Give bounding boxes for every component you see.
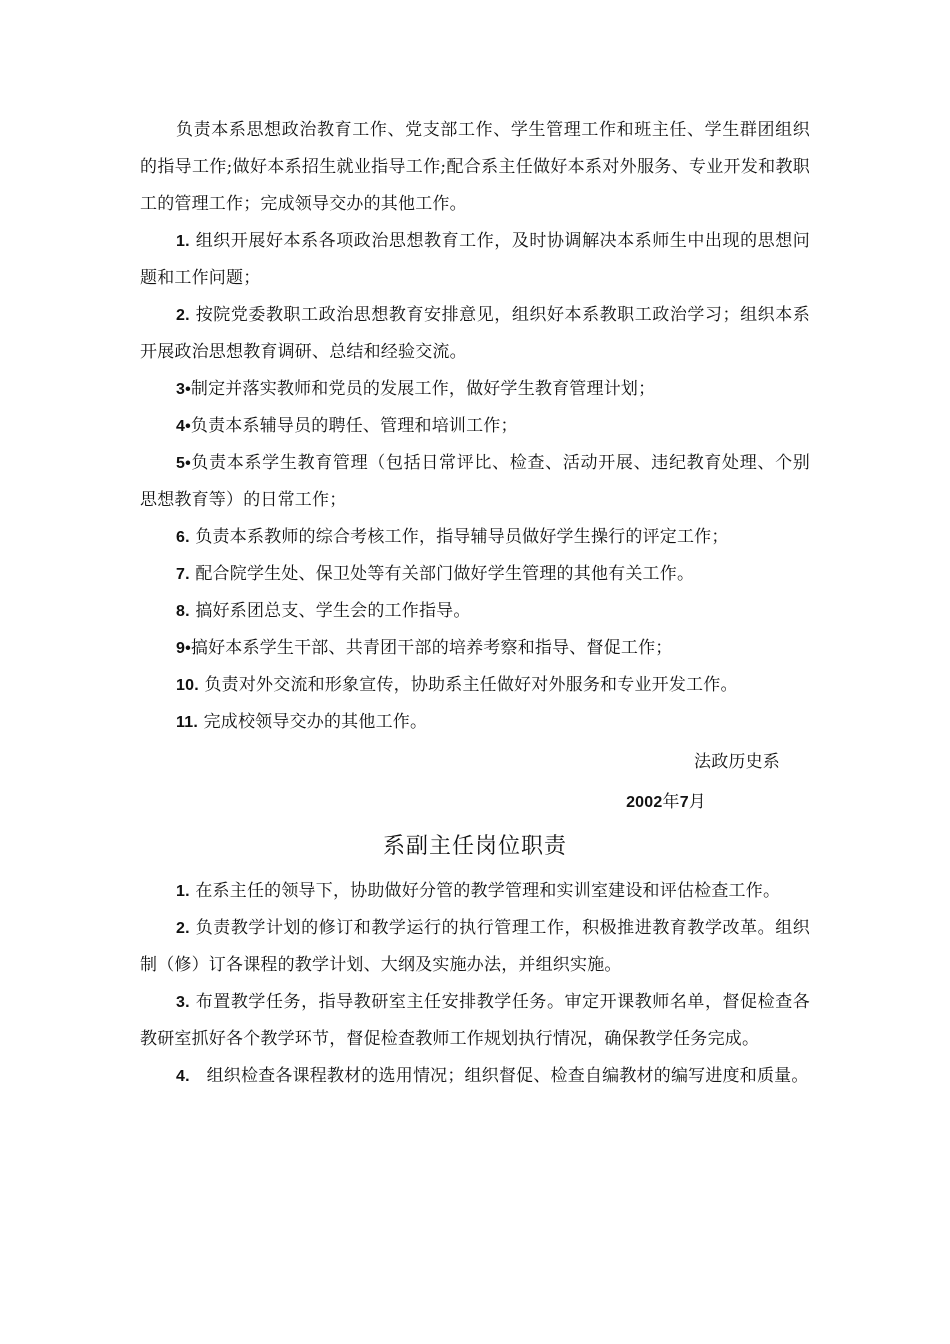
list-item: [140, 984, 810, 1058]
item-text: 组织开展好本系各项政治思想教育工作，及时协调解决本系师生中出现的思想问题和工作问题；: [140, 231, 810, 288]
list-item: [140, 910, 810, 984]
item-number: 2.: [176, 920, 190, 937]
section-duties-deputy: [140, 873, 810, 1095]
item-number: 10.: [176, 677, 199, 694]
item-number: 3•: [176, 381, 191, 398]
item-number: 11.: [176, 714, 198, 731]
item-number: 2.: [176, 307, 190, 324]
document-body: [140, 112, 810, 1095]
item-text: 负责对外交流和形象宣传，协助系主任做好对外服务和专业开发工作。: [204, 675, 738, 695]
date-line: [140, 784, 810, 821]
list-item: [140, 519, 810, 556]
list-item: [140, 371, 810, 408]
item-text: 按院党委教职工政治思想教育安排意见，组织好本系教职工政治学习；组织本系开展政治思想教育调研、总结和经验交流。: [140, 305, 810, 362]
item-text: 制定并落实教师和党员的发展工作，做好学生教育管理计划；: [190, 379, 656, 399]
item-text: 组织检查各课程教材的选用情况；组织督促、检查自编教材的编写进度和质量。: [206, 1066, 809, 1086]
section-duties-secretary: [140, 112, 810, 821]
list-item: [140, 873, 810, 910]
list-item: [140, 704, 810, 741]
list-item: [140, 593, 810, 630]
item-text: 搞好本系学生干部、共青团干部的培养考察和指导、督促工作；: [190, 638, 673, 658]
date-month-char: 月: [688, 792, 706, 812]
item-number: 6.: [176, 529, 190, 546]
date-year-char: 年: [662, 792, 680, 812]
item-number: 1.: [176, 233, 190, 250]
item-text: 在系主任的领导下，协助做好分管的教学管理和实训室建设和评估检查工作。: [195, 881, 781, 901]
section-title: 系副主任岗位职责: [382, 834, 567, 859]
list-item: [140, 667, 810, 704]
list-item: [140, 630, 810, 667]
list-item: [140, 1058, 810, 1095]
date-year: 2002: [626, 794, 663, 811]
item-number: 3.: [176, 994, 190, 1011]
list-item: [140, 556, 810, 593]
date-month: 7: [679, 794, 689, 811]
list-item: [140, 297, 810, 371]
item-number: 4.: [176, 1068, 190, 1085]
signature: 法政历史系: [694, 752, 780, 772]
item-text: 负责本系学生教育管理（包括日常评比、检查、活动开展、违纪教育处理、个别思想教育等）的日常工作；: [140, 453, 810, 510]
item-text: 负责本系辅导员的聘任、管理和培训工作；: [190, 416, 518, 436]
list-item: [140, 445, 810, 519]
item-number: 4•: [176, 418, 191, 435]
item-text: 完成校领导交办的其他工作。: [203, 712, 428, 732]
item-text: 配合院学生处、保卫处等有关部门做好学生管理的其他有关工作。: [195, 564, 695, 584]
list-item: [140, 223, 810, 297]
item-number: 5•: [176, 455, 191, 472]
item-text: 负责本系教师的综合考核工作，指导辅导员做好学生操行的评定工作；: [195, 527, 729, 547]
item-number: 9•: [176, 640, 191, 657]
item-number: 1.: [176, 883, 190, 900]
item-number: 8.: [176, 603, 190, 620]
item-text: 搞好系团总支、学生会的工作指导。: [195, 601, 471, 621]
item-text: 负责教学计划的修订和教学运行的执行管理工作，积极推进教育教学改革。组织制（修）订各课程的教学计划、大纲及实施办法，并组织实施。: [140, 918, 810, 975]
intro-paragraph: 负责本系思想政治教育工作、党支部工作、学生管理工作和班主任、学生群团组织的指导工作;做好本系招生就业指导工作;配合系主任做好本系对外服务、专业开发和教职工的管理工作；完成领导交办的其他工作。: [140, 120, 810, 214]
item-number: 7.: [176, 566, 190, 583]
list-item: [140, 408, 810, 445]
item-text: 布置教学任务，指导教研室主任安排教学任务。审定开课教师名单，督促检查各教研室抓好各个教学环节，督促检查教师工作规划执行情况，确保教学任务完成。: [140, 992, 810, 1049]
